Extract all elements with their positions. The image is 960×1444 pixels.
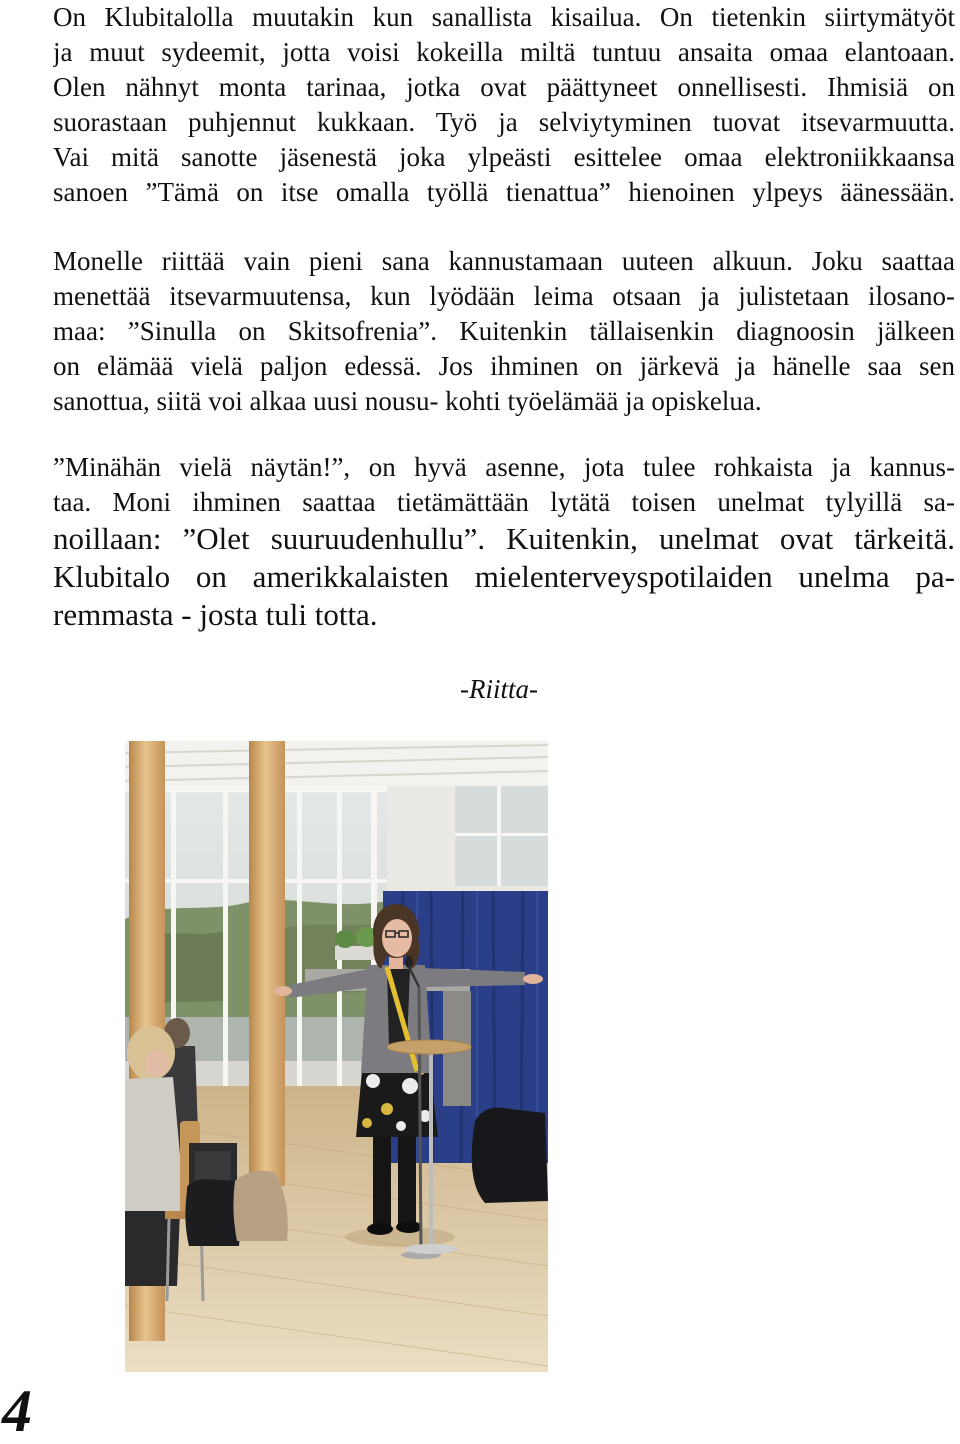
body-text-line: suorastaan puhjennut kukkaan. Työ ja selviytyminen tuovat itsevarmuutta. bbox=[53, 107, 955, 137]
ceiling bbox=[125, 741, 548, 786]
body-text-line: ”Minähän vielä näytän!”, on hyvä asenne, jota tulee rohkaista ja kannus- bbox=[53, 452, 955, 482]
paragraph-2 bbox=[53, 244, 955, 419]
speaker-photo bbox=[125, 741, 548, 1372]
body-text-line: Monelle riittää vain pieni sana kannustamaan uuteen alkuun. Joku saattaa bbox=[53, 246, 955, 276]
body-text-line: ja muut sydeemit, jotta voisi kokeilla miltä tuntuu ansaita omaa elantoaan. bbox=[53, 37, 955, 67]
body-text-line: menettää itsevarmuutensa, kun lyödään leima otsaan ja julistetaan ilosano- bbox=[53, 281, 955, 311]
body-text-line: remmasta - josta tuli totta. bbox=[53, 597, 378, 632]
author-signature: -Riitta- bbox=[460, 674, 538, 704]
body-text-line: Olen nähnyt monta tarinaa, jotka ovat päättyneet onnellisesti. Ihmisiä on bbox=[53, 72, 955, 102]
body-text-line: on elämää vielä paljon edessä. Jos ihminen on järkevä ja hänelle saa sen bbox=[53, 351, 955, 381]
body-text-line: On Klubitalolla muutakin kun sanallista kisailua. On tietenkin siirtymätyöt bbox=[53, 2, 955, 32]
body-text-line: noillaan: ”Olet suuruudenhullu”. Kuitenkin, unelmat ovat tärkeitä. bbox=[53, 521, 955, 556]
paragraph-1 bbox=[53, 0, 955, 210]
guitar-case bbox=[472, 1108, 548, 1204]
page-number: 4 bbox=[2, 1378, 32, 1444]
paragraph-3 bbox=[53, 450, 955, 634]
body-text-line: sanoen ”Tämä on itse omalla työllä tienattua” hienoinen ylpeys äänessään. bbox=[53, 177, 955, 207]
black-bag bbox=[185, 1179, 240, 1246]
body-text-line: Vai mitä sanotte jäsenestä joka ylpeästi esittelee omaa elektroniikkaansa bbox=[53, 142, 955, 172]
body-text-line: maa: ”Sinulla on Skitsofrenia”. Kuitenkin tällaisenkin diagnoosin jälkeen bbox=[53, 316, 955, 346]
body-text-line: sanottua, siitä voi alkaa uusi nousu- kohti työelämää ja opiskelua. bbox=[53, 386, 762, 416]
body-text-line: taa. Moni ihminen saattaa tietämättään lytätä toisen unelmat tylyillä sa- bbox=[53, 487, 955, 517]
body-text-line: Klubitalo on amerikkalaisten mielenterveyspotilaiden unelma pa- bbox=[53, 559, 955, 594]
